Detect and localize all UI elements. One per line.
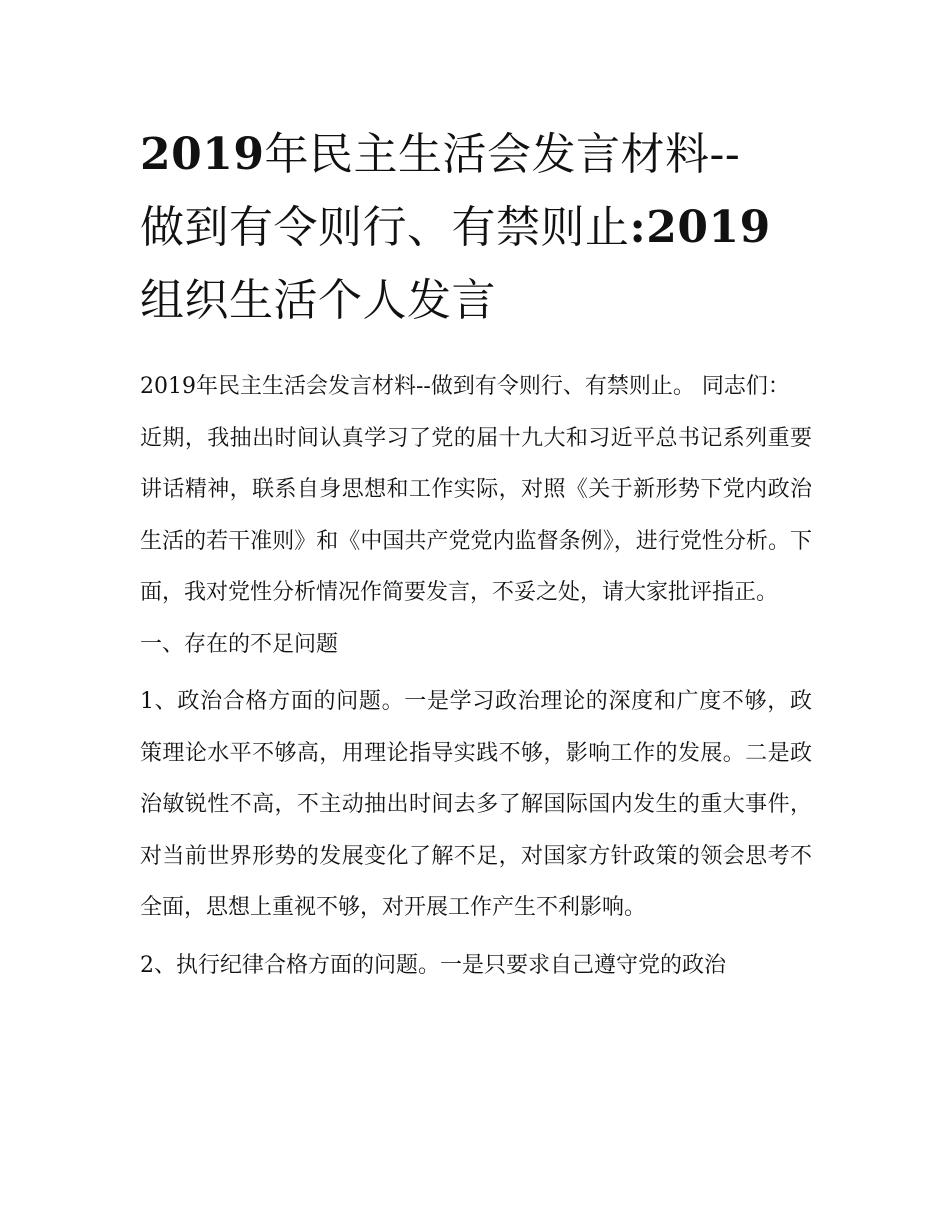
paragraph-intro: 2019年民主生活会发言材料--做到有令则行、有禁则止。 同志们： [140, 374, 790, 399]
document-body [140, 361, 812, 991]
title-line-1-text: 年民主生活会发言材料-- [264, 129, 741, 180]
title-year-2: :2019 [629, 202, 771, 253]
title-line-2-text: 做到有令则行、有禁则止 [140, 202, 630, 253]
title-year: 2019 [140, 129, 265, 180]
title-line-2 [140, 191, 812, 264]
document-content [140, 118, 812, 991]
paragraph-discipline: 2、执行纪律合格方面的问题。一是只要求自己遵守党的政治 [140, 952, 726, 978]
title-line-1 [140, 118, 812, 191]
paragraph-political: 1、政治合格方面的问题。一是学习政治理论的深度和广度不够，政策理论水平不够高，用理论指导实践不够，影响工作的发展。二是政治敏锐性不高，不主动抽出时间去多了解国际国内发生的重大事件，对当前世界形势的发展变化了解不足，对国家方针政策的领会思考不全面，思想上重视不够，对开展工作产生不利影响。 [140, 689, 812, 920]
document-title [140, 118, 812, 337]
paragraph-study: 近期，我抽出时间认真学习了党的届十九大和习近平总书记系列重要讲话精神，联系自身思想和工作实际，对照《关于新形势下党内政治生活的若干准则》和《中国共产党党内监督条例》，进行党性分析。下面，我对党性分析情况作简要发言，不妥之处，请大家批评指正。 [140, 425, 812, 605]
title-line-3: 组织生活个人发言 [140, 275, 496, 326]
section-heading-problems: 一、存在的不足问题 [140, 631, 339, 657]
